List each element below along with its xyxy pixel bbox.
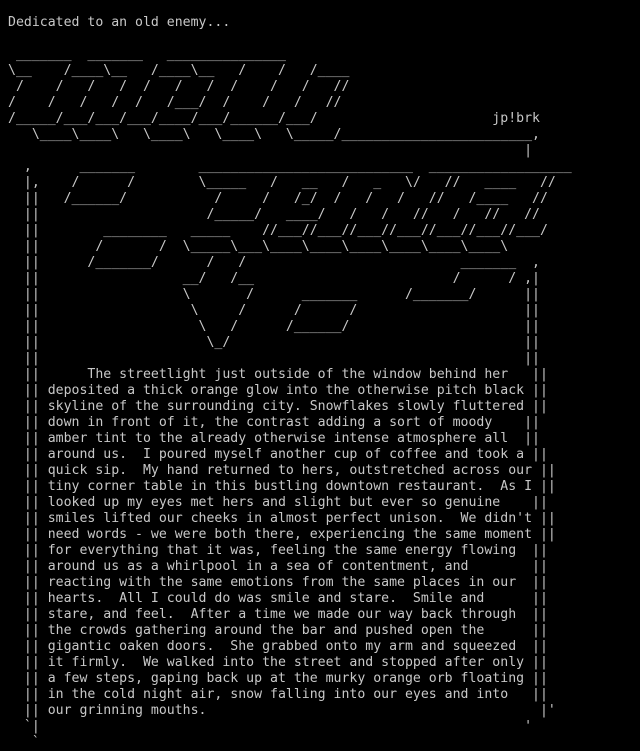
art-line: || around us as a whirlpool in a sea of contentment, and || — [8, 559, 548, 574]
art-line: || \ / _______ /_______/ || — [8, 287, 540, 302]
art-line: || the crowds gathering around the bar and pushed open the || — [8, 623, 548, 638]
art-line: || /_______/ / / _______ , — [8, 255, 540, 270]
art-line: || /______/ / / /_/ / / / // /____ // — [8, 191, 548, 206]
art-line: || smiles lifted our cheeks in almost perfect unison. We didn't || — [8, 511, 556, 526]
art-line: || around us. I poured myself another cup of coffee and took a || — [8, 447, 548, 462]
art-line: || need words - we were both there, experiencing the same moment || — [8, 527, 556, 542]
art-line: || down in front of it, the contrast adding a sort of moody || — [8, 415, 540, 430]
art-line: || looked up my eyes met hers and slight but ever so genuine || — [8, 495, 548, 510]
art-line: || hearts. All I could do was smile and stare. Smile and || — [8, 591, 548, 606]
art-line: || skyline of the surrounding city. Snowflakes slowly fluttered || — [8, 399, 548, 414]
art-line: || \_/ || — [8, 335, 540, 350]
art-line: \____\____\ \____\ \____\ \_____/________________________, — [8, 127, 540, 142]
art-line: || || — [8, 351, 540, 366]
dedication-line: Dedicated to an old enemy... — [8, 15, 231, 30]
art-line: || gigantic oaken doors. She grabbed onto my arm and squeezed || — [8, 639, 548, 654]
art-line: || our grinning mouths. |' — [8, 703, 556, 718]
art-line: \__ /____\__ /____\__ / / /____ — [8, 63, 350, 78]
art-line: || reacting with the same emotions from the same places in our || — [8, 575, 548, 590]
art-line: | — [8, 143, 533, 158]
art-line: || ________ _____ //___//___//___//___//___//___//___/ — [8, 223, 548, 238]
art-line: |, / / \_____ / __ / _ \/ // ____ // — [8, 175, 556, 190]
ascii-art-document — [8, 15, 572, 751]
art-line: || in the cold night air, snow falling into our eyes and into || — [8, 687, 548, 702]
art-line: || a few steps, gaping back up at the murky orange orb floating || — [8, 671, 548, 686]
art-line: / / / / / /___/ / / / // — [8, 95, 342, 110]
art-line: || stare, and feel. After a time we made our way back through || — [8, 607, 548, 622]
art-line: _______ _______ _______________ — [8, 47, 286, 62]
art-line: || amber tint to the already otherwise intense atmosphere all || — [8, 431, 540, 446]
art-line: || quick sip. My hand returned to hers, outstretched across our || — [8, 463, 556, 478]
art-line: , _______ ___________________________ __________________ — [8, 159, 572, 174]
art-line: /_____/___/___/___/____/___/______/___/ jp!brk — [8, 111, 540, 126]
art-line: || it firmly. We walked into the street and stopped after only || — [8, 655, 548, 670]
art-line: || / / \_____\___\____\____\____\____\____\____\ — [8, 239, 509, 254]
art-line — [8, 31, 572, 47]
art-line: || \ / / / || — [8, 303, 540, 318]
art-line: || deposited a thick orange glow into the otherwise pitch black || — [8, 383, 548, 398]
art-line: / / / / / / / / / / // — [8, 79, 350, 94]
art-line: || \ / /______/ || — [8, 319, 540, 334]
art-line: || tiny corner table in this bustling downtown restaurant. As I || — [8, 479, 556, 494]
art-line: || for everything that it was, feeling the same energy flowing || — [8, 543, 548, 558]
art-line: || The streetlight just outside of the window behind her || — [8, 367, 548, 382]
art-line: `| ' — [8, 719, 533, 734]
art-line: ` — [8, 735, 40, 750]
art-line: || /_____/ ____/ / / // / // // — [8, 207, 540, 222]
art-line: || __/ /__ / / ,| — [8, 271, 540, 286]
